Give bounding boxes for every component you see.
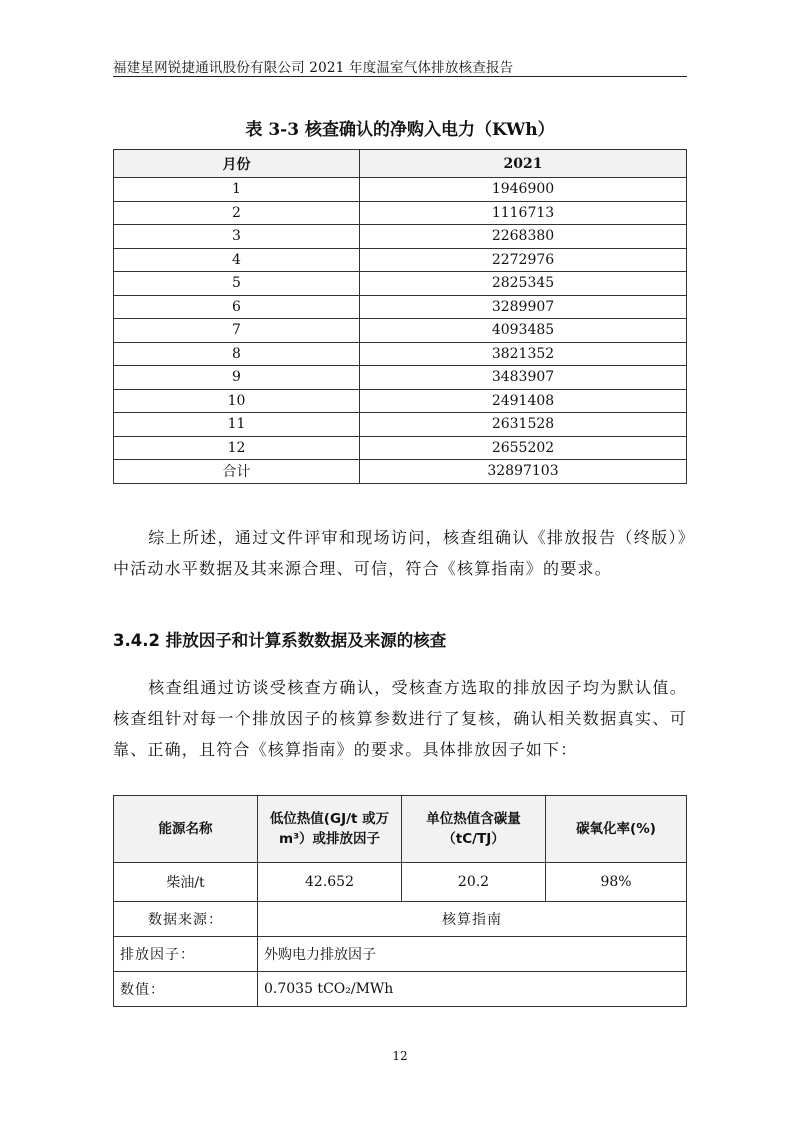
month-cell: 11 bbox=[114, 413, 360, 437]
table-row bbox=[114, 248, 687, 272]
emission-factor-row bbox=[114, 937, 687, 972]
month-cell: 4 bbox=[114, 248, 360, 272]
carbon-content-header bbox=[402, 796, 546, 863]
table-row bbox=[114, 413, 687, 437]
table-title: 表 3-3 核查确认的净购入电力（KWh） bbox=[245, 120, 555, 140]
section-heading: 3.4.2 排放因子和计算系数数据及来源的核查 bbox=[113, 631, 447, 650]
summary-paragraph: 综上所述，通过文件评审和现场访问，核查组确认《排放报告（终版）》中活动水平数据及其来源合理、可信，符合《核算指南》的要求。 bbox=[113, 528, 687, 578]
month-cell: 7 bbox=[114, 319, 360, 343]
power-value-cell: 2272976 bbox=[360, 248, 687, 272]
factor-header-row bbox=[114, 796, 687, 863]
emission-factor-paragraph: 核查组通过访谈受核查方确认，受核查方选取的排放因子均为默认值。核查组针对每一个排放因子的核算参数进行了复核，确认相关数据真实、可靠、正确，且符合《核算指南》的要求。具体排放因子如下： bbox=[113, 678, 687, 759]
power-value-cell: 3821352 bbox=[360, 342, 687, 366]
table-header-row bbox=[114, 150, 687, 178]
power-value-cell: 32897103 bbox=[360, 460, 687, 484]
power-value-cell: 3483907 bbox=[360, 366, 687, 390]
power-value-cell: 2631528 bbox=[360, 413, 687, 437]
value-cell: 0.7035 tCO₂/MWh bbox=[258, 972, 687, 1007]
table-row bbox=[114, 436, 687, 460]
power-value-cell: 4093485 bbox=[360, 319, 687, 343]
page-header: 福建星网锐捷通讯股份有限公司 2021 年度温室气体排放核查报告 bbox=[113, 60, 514, 76]
power-value-cell: 2825345 bbox=[360, 272, 687, 296]
month-cell: 9 bbox=[114, 366, 360, 390]
data-source-row bbox=[114, 902, 687, 937]
ncv-header-line1: 低位热值(GJ/t 或万 bbox=[269, 811, 390, 827]
table-row bbox=[114, 342, 687, 366]
table-row bbox=[114, 178, 687, 202]
month-cell: 2 bbox=[114, 201, 360, 225]
month-cell: 6 bbox=[114, 295, 360, 319]
month-cell: 合计 bbox=[114, 460, 360, 484]
month-cell: 3 bbox=[114, 225, 360, 249]
table-row bbox=[114, 319, 687, 343]
carbon-content-header-line1: 单位热值含碳量 bbox=[426, 811, 521, 827]
energy-name-cell: 柴油/t bbox=[114, 863, 258, 902]
month-cell: 10 bbox=[114, 389, 360, 413]
oxidation-rate-header: 碳氧化率(%) bbox=[546, 796, 687, 863]
header-divider bbox=[113, 76, 687, 77]
month-cell: 1 bbox=[114, 178, 360, 202]
page-number: 12 bbox=[392, 1049, 408, 1063]
diesel-row bbox=[114, 863, 687, 902]
power-value-cell: 2268380 bbox=[360, 225, 687, 249]
power-value-cell: 2491408 bbox=[360, 389, 687, 413]
table-row bbox=[114, 389, 687, 413]
emission-factor-table bbox=[113, 795, 687, 1007]
ncv-header-line2: m³）或排放因子 bbox=[279, 831, 380, 847]
ncv-cell: 42.652 bbox=[258, 863, 402, 902]
table-row bbox=[114, 366, 687, 390]
table-row bbox=[114, 460, 687, 484]
power-value-cell: 1116713 bbox=[360, 201, 687, 225]
oxidation-rate-cell: 98% bbox=[546, 863, 687, 902]
value-label: 数值： bbox=[114, 972, 258, 1007]
ncv-header bbox=[258, 796, 402, 863]
table-row bbox=[114, 295, 687, 319]
net-purchased-power-table bbox=[113, 149, 687, 484]
carbon-content-header-line2: （tC/TJ） bbox=[442, 831, 505, 847]
value-row bbox=[114, 972, 687, 1007]
carbon-content-cell: 20.2 bbox=[402, 863, 546, 902]
month-cell: 8 bbox=[114, 342, 360, 366]
emission-factor-value: 外购电力排放因子 bbox=[258, 937, 687, 972]
month-cell: 12 bbox=[114, 436, 360, 460]
power-value-cell: 1946900 bbox=[360, 178, 687, 202]
table-row bbox=[114, 201, 687, 225]
emission-factor-label: 排放因子： bbox=[114, 937, 258, 972]
data-source-value: 核算指南 bbox=[258, 902, 687, 937]
power-value-cell: 2655202 bbox=[360, 436, 687, 460]
power-value-cell: 3289907 bbox=[360, 295, 687, 319]
data-source-label: 数据来源： bbox=[114, 902, 258, 937]
year-column-header: 2021 bbox=[360, 150, 687, 178]
table-row bbox=[114, 272, 687, 296]
month-column-header: 月份 bbox=[114, 150, 360, 178]
month-cell: 5 bbox=[114, 272, 360, 296]
energy-name-header: 能源名称 bbox=[114, 796, 258, 863]
table-row bbox=[114, 225, 687, 249]
